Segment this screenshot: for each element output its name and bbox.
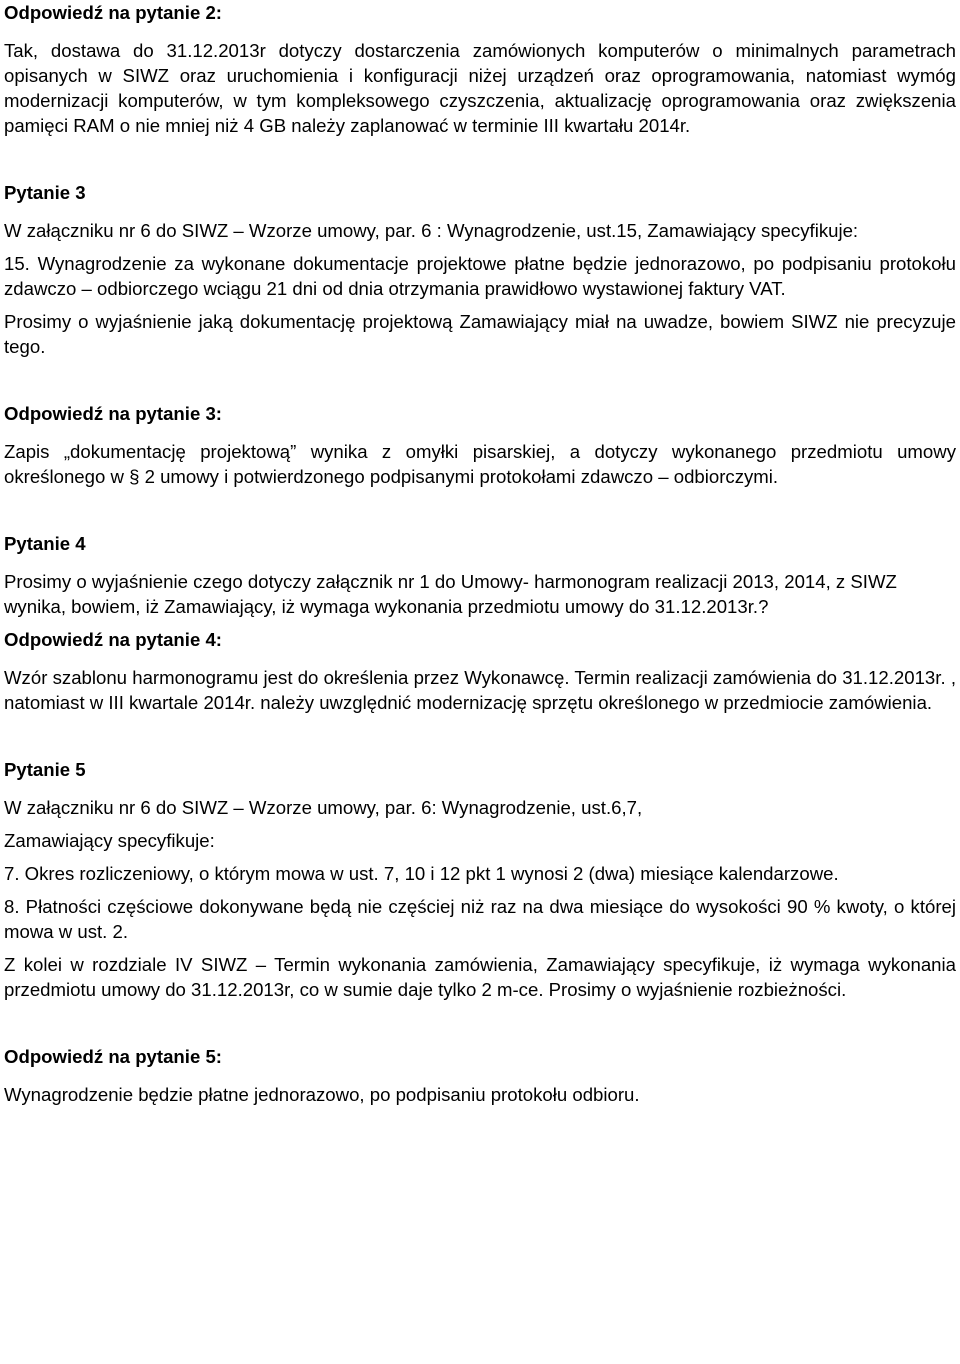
document-page <box>4 0 956 1107</box>
answer-4-section <box>4 627 956 715</box>
question-5-reference: W załączniku nr 6 do SIWZ – Wzorze umowy, par. 6: Wynagrodzenie, ust.6,7, <box>4 797 643 818</box>
question-4-text: Prosimy o wyjaśnienie czego dotyczy załącznik nr 1 do Umowy- harmonogram realizacji 2013, 2014, z SIWZ wynika, bowiem, iż Zamawiający, iż wymaga wykonania przedmiotu umowy do 31.12.2013r.? <box>4 571 897 617</box>
answer-3-section <box>4 401 956 489</box>
answer-4-heading: Odpowiedź na pytanie 4: <box>4 629 222 650</box>
answer-3-text: Zapis „dokumentację projektową” wynika z omyłki pisarskiej, a dotyczy wykonanego przedmiotu umowy określonego w § 2 umowy i potwierdzonego podpisanymi protokołami zdawczo – odbiorczymi. <box>4 441 956 487</box>
question-5-heading: Pytanie 5 <box>4 759 86 780</box>
question-5-intro: Zamawiający specyfikuje: <box>4 830 215 851</box>
answer-5-heading: Odpowiedź na pytanie 5: <box>4 1046 222 1067</box>
question-5-remark: Z kolei w rozdziale IV SIWZ – Termin wykonania zamówienia, Zamawiający specyfikuje, iż wymaga wykonania przedmiotu umowy do 31.12.2013r, co w sumie daje tylko 2 m-ce. Prosimy o wyjaśnienie rozbieżności. <box>4 954 956 1000</box>
answer-2-text: Tak, dostawa do 31.12.2013r dotyczy dostarczenia zamówionych komputerów o minimalnych parametrach opisanych w SIWZ oraz uruchomienia i konfiguracji niżej urządzeń oraz oprogramowania, natomiast wymóg modernizacji komputerów, w tym kompleksowego czyszczenia, aktualizację oprogramowania oraz zwiększenia pamięci RAM o nie mniej niż 4 GB należy zaplanować w terminie III kwartału 2014r. <box>4 40 956 136</box>
answer-5-text: Wynagrodzenie będzie płatne jednorazowo, po podpisaniu protokołu odbioru. <box>4 1084 640 1105</box>
question-5-item-7: 7. Okres rozliczeniowy, o którym mowa w ust. 7, 10 i 12 pkt 1 wynosi 2 (dwa) miesiące kalendarzowe. <box>4 863 839 884</box>
question-5-section <box>4 757 956 1002</box>
answer-4-text: Wzór szablonu harmonogramu jest do określenia przez Wykonawcę. Termin realizacji zamówienia do 31.12.2013r. , natomiast w III kwartale 2014r. należy uwzględnić modernizację sprzętu określonego w przedmiocie zamówienia. <box>4 667 956 713</box>
question-3-quote: 15. Wynagrodzenie za wykonane dokumentacje projektowe płatne będzie jednorazowo, po podpisaniu protokołu zdawczo – odbiorczego wciągu 21 dni od dnia otrzymania prawidłowo wystawionej faktury VAT. <box>4 253 956 299</box>
answer-3-heading: Odpowiedź na pytanie 3: <box>4 403 222 424</box>
answer-2-section <box>4 0 956 138</box>
question-5-item-8: 8. Płatności częściowe dokonywane będą nie częściej niż raz na dwa miesiące do wysokości 90 % kwoty, o której mowa w ust. 2. <box>4 896 956 942</box>
answer-2-heading: Odpowiedź na pytanie 2: <box>4 2 222 23</box>
question-3-section <box>4 180 956 359</box>
question-3-request: Prosimy o wyjaśnienie jaką dokumentację projektową Zamawiający miał na uwadze, bowiem SIWZ nie precyzuje tego. <box>4 311 956 357</box>
question-4-heading: Pytanie 4 <box>4 533 86 554</box>
answer-5-section <box>4 1044 956 1107</box>
question-3-reference: W załączniku nr 6 do SIWZ – Wzorze umowy, par. 6 : Wynagrodzenie, ust.15, Zamawiający specyfikuje: <box>4 220 859 241</box>
question-4-section <box>4 531 956 619</box>
question-3-heading: Pytanie 3 <box>4 182 86 203</box>
